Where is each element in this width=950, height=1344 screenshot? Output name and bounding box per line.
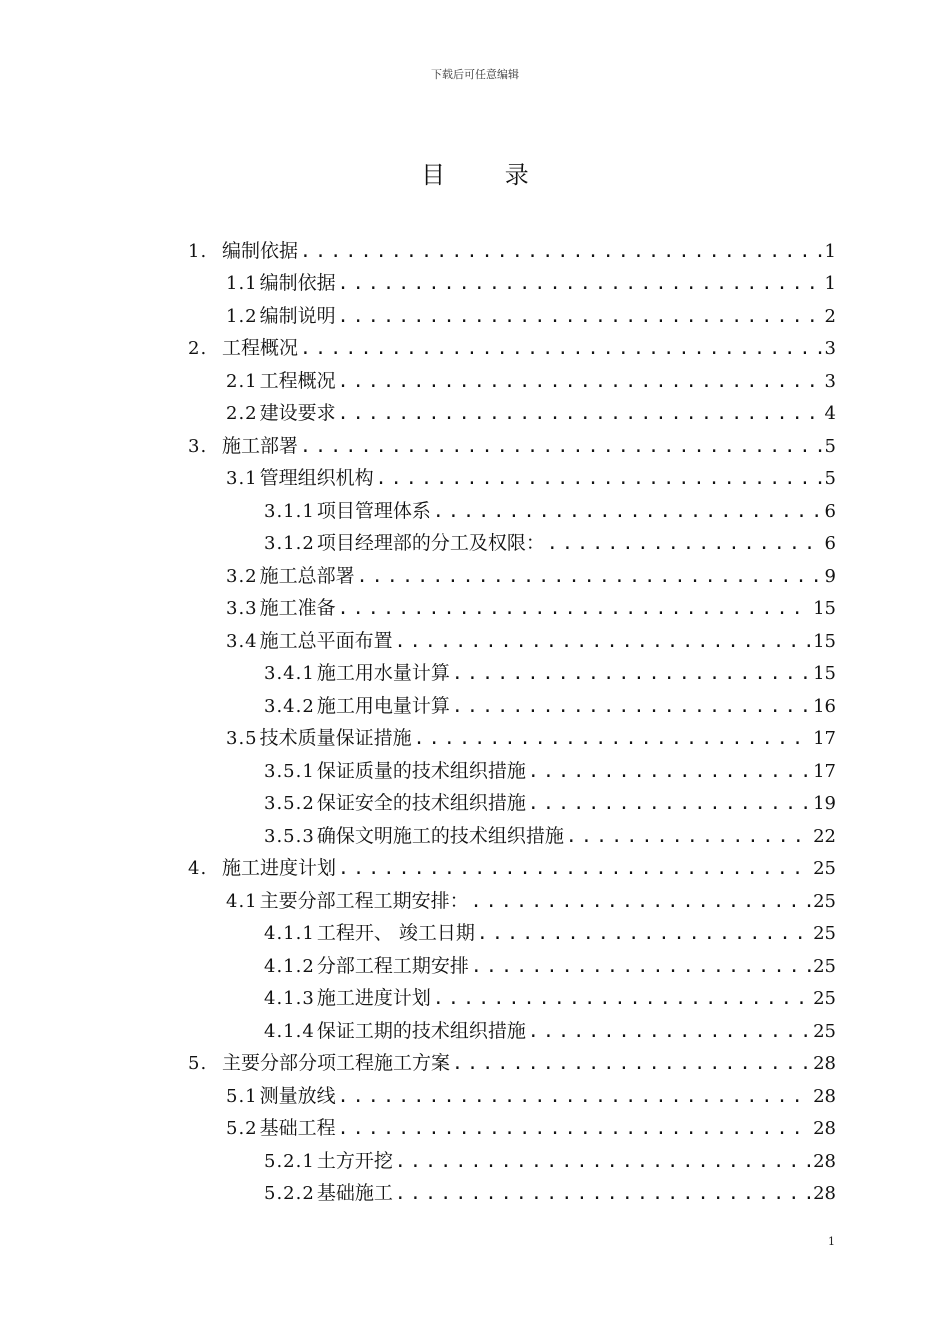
toc-entry-number: 3.5.2 bbox=[264, 793, 315, 814]
toc-entry[interactable] bbox=[0, 333, 950, 366]
toc-entry-title: 基础工程 bbox=[259, 1117, 336, 1139]
toc-entry-page: 28 bbox=[813, 1085, 836, 1107]
toc-entry-number: 3.5.1 bbox=[264, 760, 315, 782]
toc-entry-title: 建设要求 bbox=[259, 402, 336, 424]
toc-entry[interactable] bbox=[0, 300, 950, 333]
toc-dot-leader bbox=[471, 951, 811, 984]
toc-entry-title: 项目管理体系 bbox=[316, 499, 431, 522]
toc-dot-leader bbox=[338, 853, 811, 886]
toc-entry-title: 工程概况 bbox=[222, 337, 299, 359]
toc-entry-page: 25 bbox=[813, 1020, 836, 1042]
toc-entry-page: 5 bbox=[824, 435, 836, 457]
toc-entry-title: 保证安全的技术组织措施 bbox=[316, 792, 526, 814]
toc-entry[interactable] bbox=[0, 463, 950, 496]
toc-entry-number: 5.2.1 bbox=[264, 1150, 315, 1172]
toc-entry-title: 工程开、 竣工日期 bbox=[316, 922, 475, 944]
toc-entry[interactable] bbox=[0, 723, 950, 756]
toc-entry-number: 5.2 bbox=[226, 1118, 258, 1139]
toc-entry-page: 22 bbox=[813, 825, 836, 847]
toc-entry-title: 施工准备 bbox=[259, 597, 336, 619]
toc-entry-number: 3.1.2 bbox=[264, 533, 315, 554]
toc-dot-leader bbox=[338, 366, 823, 399]
toc-entry[interactable] bbox=[0, 658, 950, 691]
toc-entry[interactable] bbox=[0, 918, 950, 951]
toc-entry-number: 1.1 bbox=[226, 273, 258, 294]
toc-entry[interactable] bbox=[0, 885, 950, 918]
toc-entry-title: 编制说明 bbox=[259, 304, 336, 327]
toc-entry[interactable] bbox=[0, 1113, 950, 1146]
toc-entry-page: 25 bbox=[813, 923, 836, 944]
toc-dot-leader bbox=[528, 1016, 811, 1049]
toc-dot-leader bbox=[357, 561, 823, 594]
toc-dot-leader bbox=[338, 268, 823, 301]
toc-entry-number: 3.4 bbox=[226, 630, 258, 652]
toc-entry-title: 施工进度计划 bbox=[316, 987, 431, 1009]
toc-entry-title: 施工用电量计算 bbox=[316, 694, 450, 717]
toc-dot-leader bbox=[300, 333, 823, 366]
toc-entry-title: 施工用水量计算 bbox=[316, 662, 450, 684]
toc-entry-number: 1. bbox=[188, 240, 208, 262]
toc-entry-page: 6 bbox=[824, 500, 836, 522]
toc-dot-leader bbox=[395, 1178, 811, 1211]
page-header: 下载后可任意编辑 bbox=[431, 68, 519, 81]
toc-dot-leader bbox=[528, 756, 811, 789]
toc-entry-page: 5 bbox=[824, 468, 836, 489]
toc-entry-page: 19 bbox=[813, 793, 836, 814]
toc-entry-number: 2. bbox=[188, 338, 208, 359]
toc-entry-number: 5. bbox=[188, 1053, 208, 1074]
toc-entry[interactable] bbox=[0, 1178, 950, 1211]
toc-entry[interactable] bbox=[0, 495, 950, 528]
toc-entry-page: 1 bbox=[824, 240, 836, 262]
toc-dot-leader bbox=[300, 431, 823, 464]
toc-entry-number: 2.2 bbox=[226, 403, 258, 424]
toc-entry-page: 1 bbox=[824, 273, 836, 294]
toc-entry-page: 3 bbox=[824, 338, 836, 359]
table-of-contents bbox=[0, 235, 950, 1210]
toc-entry-number: 4.1.4 bbox=[264, 1020, 315, 1042]
toc-dot-leader bbox=[338, 301, 823, 334]
toc-entry-number: 3. bbox=[188, 435, 208, 457]
toc-entry-number: 3.1 bbox=[226, 468, 258, 489]
toc-entry-title: 工程概况 bbox=[259, 369, 336, 392]
toc-entry[interactable] bbox=[0, 430, 950, 463]
toc-dot-leader bbox=[376, 463, 823, 496]
toc-entry-number: 1.2 bbox=[226, 305, 258, 327]
toc-entry-number: 3.3 bbox=[226, 598, 258, 619]
toc-dot-leader bbox=[566, 821, 811, 854]
toc-entry-title: 主要分部分项工程施工方案 bbox=[222, 1052, 451, 1074]
toc-dot-leader bbox=[528, 788, 811, 821]
toc-entry-number: 4. bbox=[188, 858, 208, 879]
toc-entry-number: 3.4.1 bbox=[264, 663, 315, 684]
toc-title: 目 录 bbox=[421, 161, 555, 189]
toc-entry-number: 3.4.2 bbox=[264, 695, 315, 717]
toc-entry[interactable] bbox=[0, 1145, 950, 1178]
toc-dot-leader bbox=[452, 658, 811, 691]
toc-entry-title: 主要分部工程工期安排： bbox=[259, 889, 469, 912]
toc-entry-title: 保证质量的技术组织措施 bbox=[316, 759, 526, 782]
toc-entry-page: 9 bbox=[824, 565, 836, 587]
toc-entry-title: 施工总部署 bbox=[259, 564, 355, 587]
toc-entry-page: 17 bbox=[813, 728, 836, 749]
toc-entry-title: 施工部署 bbox=[222, 434, 299, 457]
toc-entry-page: 16 bbox=[813, 695, 836, 717]
toc-entry-title: 项目经理部的分工及权限： bbox=[316, 532, 545, 554]
toc-dot-leader bbox=[395, 626, 811, 659]
toc-dot-leader bbox=[338, 1081, 811, 1114]
toc-entry-page: 28 bbox=[813, 1150, 836, 1172]
toc-entry-title: 土方开挖 bbox=[316, 1149, 393, 1172]
toc-entry[interactable] bbox=[0, 625, 950, 658]
toc-entry[interactable] bbox=[0, 820, 950, 853]
toc-entry[interactable] bbox=[0, 1080, 950, 1113]
toc-entry-page: 15 bbox=[813, 663, 836, 684]
toc-entry[interactable] bbox=[0, 528, 950, 561]
toc-entry[interactable] bbox=[0, 1015, 950, 1048]
page-number: 1 bbox=[828, 1235, 835, 1248]
toc-dot-leader bbox=[395, 1146, 811, 1179]
toc-entry-number: 3.5 bbox=[226, 728, 258, 749]
toc-entry-title: 编制依据 bbox=[259, 272, 336, 294]
toc-entry-number: 4.1.2 bbox=[264, 955, 315, 977]
toc-entry[interactable] bbox=[0, 398, 950, 431]
toc-dot-leader bbox=[300, 236, 823, 269]
toc-dot-leader bbox=[338, 398, 823, 431]
toc-entry[interactable] bbox=[0, 788, 950, 821]
toc-entry-page: 17 bbox=[813, 760, 836, 782]
toc-entry-number: 4.1 bbox=[226, 890, 258, 912]
toc-dot-leader bbox=[338, 593, 811, 626]
toc-dot-leader bbox=[452, 1048, 811, 1081]
toc-entry[interactable] bbox=[0, 983, 950, 1016]
toc-entry[interactable] bbox=[0, 853, 950, 886]
toc-entry-number: 3.2 bbox=[226, 565, 258, 587]
toc-entry-page: 25 bbox=[813, 955, 836, 977]
toc-entry-title: 保证工期的技术组织措施 bbox=[316, 1019, 526, 1042]
toc-entry-number: 4.1.3 bbox=[264, 988, 315, 1009]
toc-entry-number: 5.1 bbox=[226, 1085, 258, 1107]
toc-entry-number: 3.5.3 bbox=[264, 825, 315, 847]
toc-entry[interactable] bbox=[0, 365, 950, 398]
toc-dot-leader bbox=[471, 886, 811, 919]
toc-entry[interactable] bbox=[0, 593, 950, 626]
toc-entry-page: 2 bbox=[824, 305, 836, 327]
toc-entry-title: 施工进度计划 bbox=[222, 857, 337, 879]
toc-entry-title: 分部工程工期安排 bbox=[316, 954, 469, 977]
toc-entry[interactable] bbox=[0, 690, 950, 723]
toc-entry[interactable] bbox=[0, 1048, 950, 1081]
toc-entry-page: 6 bbox=[824, 533, 836, 554]
toc-entry-title: 施工总平面布置 bbox=[259, 629, 393, 652]
toc-entry-page: 28 bbox=[813, 1118, 836, 1139]
toc-entry[interactable] bbox=[0, 268, 950, 301]
toc-dot-leader bbox=[433, 983, 811, 1016]
toc-dot-leader bbox=[433, 496, 823, 529]
toc-entry-page: 3 bbox=[824, 370, 836, 392]
toc-entry[interactable] bbox=[0, 755, 950, 788]
toc-entry-title: 测量放线 bbox=[259, 1084, 336, 1107]
toc-entry[interactable] bbox=[0, 950, 950, 983]
toc-entry-page: 15 bbox=[813, 598, 836, 619]
toc-entry-number: 5.2.2 bbox=[264, 1183, 315, 1204]
toc-entry-title: 编制依据 bbox=[222, 239, 299, 262]
toc-entry-title: 技术质量保证措施 bbox=[259, 727, 412, 749]
toc-entry-number: 3.1.1 bbox=[264, 500, 315, 522]
toc-entry-page: 4 bbox=[824, 403, 836, 424]
toc-dot-leader bbox=[547, 528, 823, 561]
toc-entry-page: 25 bbox=[813, 890, 836, 912]
toc-entry-page: 28 bbox=[813, 1053, 836, 1074]
toc-entry[interactable] bbox=[0, 235, 950, 268]
toc-entry-page: 15 bbox=[813, 630, 836, 652]
toc-entry-title: 确保文明施工的技术组织措施 bbox=[316, 824, 564, 847]
toc-entry[interactable] bbox=[0, 560, 950, 593]
toc-entry-number: 2.1 bbox=[226, 370, 258, 392]
toc-dot-leader bbox=[477, 918, 811, 951]
toc-entry-title: 基础施工 bbox=[316, 1182, 393, 1204]
toc-entry-page: 25 bbox=[813, 858, 836, 879]
toc-entry-page: 25 bbox=[813, 988, 836, 1009]
toc-dot-leader bbox=[338, 1113, 811, 1146]
toc-entry-page: 28 bbox=[813, 1183, 836, 1204]
toc-dot-leader bbox=[452, 691, 811, 724]
toc-entry-number: 4.1.1 bbox=[264, 923, 315, 944]
toc-dot-leader bbox=[414, 723, 811, 756]
toc-entry-title: 管理组织机构 bbox=[259, 467, 374, 489]
